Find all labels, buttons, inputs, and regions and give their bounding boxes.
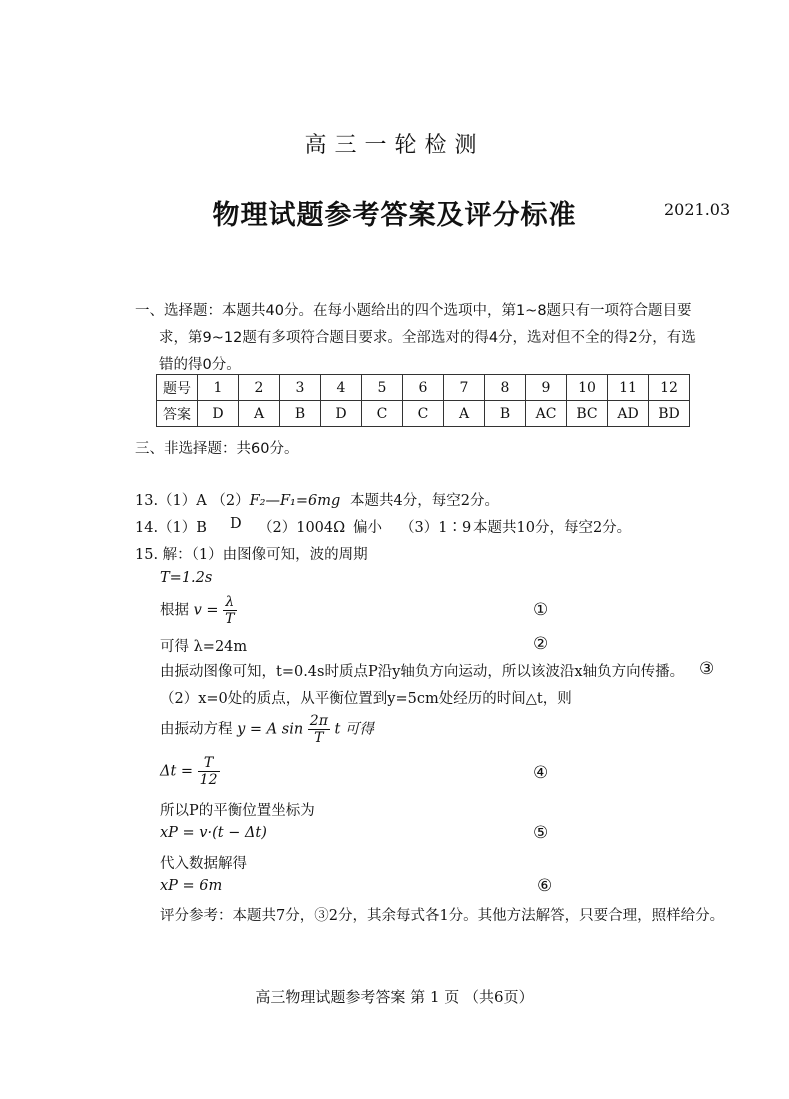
table-cell: A [444,401,485,427]
q15-position-text: 所以P的平衡位置坐标为 [160,803,315,819]
table-cell: 8 [485,375,526,401]
table-cell: 5 [362,375,403,401]
q15-vibration-analysis: 由振动图像可知，t=0.4s时质点P沿y轴负方向运动，所以该波沿x轴负方向传播。 [160,664,685,680]
fraction-numerator: T [198,755,220,772]
equation-marker-5: ⑤ [533,823,549,843]
section-3-heading: 三、非选择题：共60分。 [135,441,299,457]
table-row-numbers [157,375,690,401]
q14-part-b: D [230,516,242,532]
q13-answer [135,489,340,510]
q15-intro: 15. 解：（1）由图像可知，波的周期 [135,547,368,563]
table-cell: B [485,401,526,427]
table-cell: BD [649,401,690,427]
table-cell: C [403,401,444,427]
table-row-answers [157,401,690,427]
q15-basis-lhs: v = [193,602,219,619]
q15-eq-fraction [308,713,330,746]
fraction-numerator: λ [223,594,236,611]
q14-score-note: 本题共10分，每空2分。 [473,520,632,536]
equation-marker-6: ⑥ [537,876,553,896]
section-1-line-1: 一、选择题：本题共40分。在每小题给出的四个选项中，第1~8题只有一项符合题目要 [135,303,692,319]
table-cell: D [321,401,362,427]
equation-marker-4: ④ [533,763,549,783]
q15-eq-suffix: t 可得 [334,721,374,738]
fraction-denominator: T [314,730,324,746]
table-cell: B [280,401,321,427]
table-cell: 6 [403,375,444,401]
section-1-instructions [135,298,725,379]
q13-part-a: 13.（1）A （2） [135,493,250,509]
q15-delta-t [160,755,220,788]
table-header-answer: 答案 [157,401,198,427]
q15-scoring-note: 评分参考：本题共7分，③2分，其余每式各1分。其他方法解答，只要合理，照样给分。 [160,908,725,924]
section-1-line-3: 错的得0分。 [159,357,241,373]
section-1-line-2: 求，第9~12题有多项符合题目要求。全部选对的得4分，选对但不全的得2分，有选 [159,330,696,346]
answer-table [156,374,690,427]
exam-subtitle: 高三一轮检测 [304,133,485,158]
table-cell: AD [608,401,649,427]
q15-xp-equation: xP = v·(t − Δt) [160,825,267,841]
q15-dt-lhs: Δt = [160,763,194,780]
table-cell: 12 [649,375,690,401]
fraction-numerator: 2π [309,713,328,729]
table-cell: C [362,401,403,427]
q15-basis-fraction [223,594,236,627]
exam-date: 2021.03 [664,200,731,219]
table-cell: 2 [239,375,280,401]
table-header-number: 题号 [157,375,198,401]
q14-part-a: 14.（1）B [135,520,207,536]
q15-substitute-text: 代入数据解得 [160,856,247,872]
equation-marker-1: ① [533,600,549,620]
table-cell: 7 [444,375,485,401]
table-cell: AC [526,401,567,427]
q13-score-note: 本题共4分，每空2分。 [350,493,499,509]
table-cell: 1 [198,375,239,401]
page-title: 物理试题参考答案及评分标准 [212,200,577,231]
table-cell: 11 [608,375,649,401]
q15-xp-value: xP = 6m [160,878,223,894]
equation-marker-3: ③ [699,659,715,679]
q15-dt-fraction [198,755,220,788]
q14-part-c: （2）1004Ω [258,520,346,536]
equation-marker-2: ② [533,634,549,654]
q15-period: T=1.2s [160,570,213,586]
q14-part-e: （3）1∶9 [400,520,472,536]
q15-basis-formula [160,594,237,627]
table-cell: A [239,401,280,427]
q15-eq-prefix: 由振动方程 [160,721,233,738]
q15-wavelength: 可得 λ=24m [160,639,248,655]
page-footer: 高三物理试题参考答案 第 1 页 （共6页） [255,988,534,1006]
q15-eq-lhs: y = A sin [237,721,304,738]
q15-basis-prefix: 根据 [160,602,189,619]
table-cell: D [198,401,239,427]
table-cell: BC [567,401,608,427]
fraction-denominator: T [225,611,235,627]
q15-vibration-equation [160,713,374,746]
q14-part-d: 偏小 [353,520,382,536]
fraction-denominator: 12 [199,772,218,788]
q13-formula: F₂—F₁=6mg [249,493,341,509]
table-cell: 9 [526,375,567,401]
table-cell: 3 [280,375,321,401]
q15-part-2: （2）x=0处的质点，从平衡位置到y=5cm处经历的时间△t，则 [160,691,572,707]
table-cell: 4 [321,375,362,401]
table-cell: 10 [567,375,608,401]
